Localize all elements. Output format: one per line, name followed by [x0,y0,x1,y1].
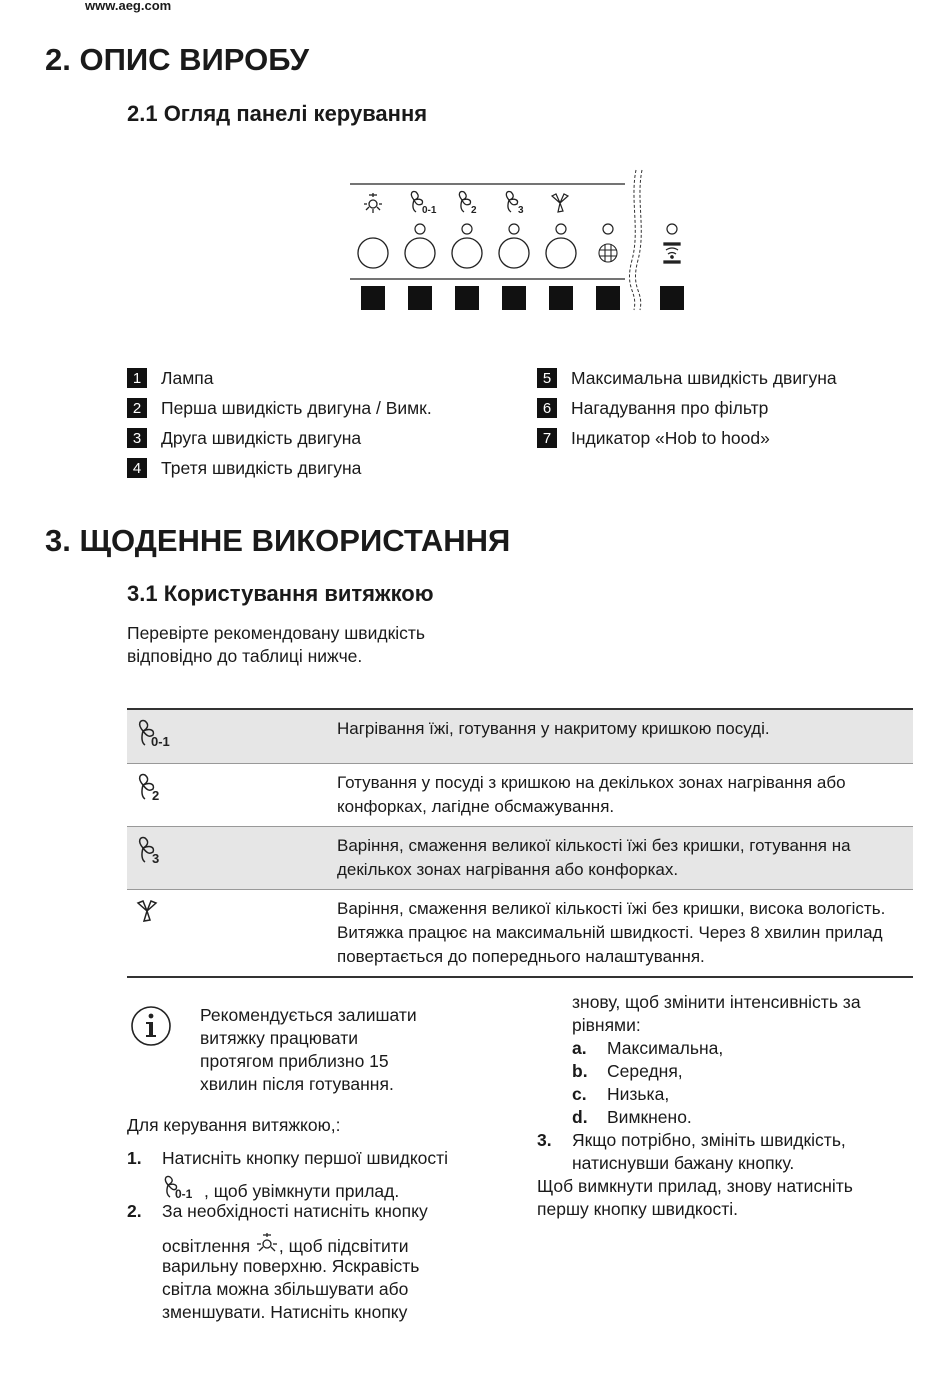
fan-max-icon [133,897,181,929]
indicator-light-4 [509,224,519,234]
marker-5 [549,286,573,310]
legend-number: 1 [127,368,147,388]
table-row [127,709,913,764]
table-cell-description: Готування у посуді з кришкою на декількох зонах нагрівання або конфорках, лагідне обсмажування. [337,773,846,816]
legend-number: 2 [127,398,147,418]
subsection-title-panel: 2.1 Огляд панелі керування [127,101,428,126]
step-2-line-2b: , щоб підсвітити [278,1236,409,1256]
step-2 [127,1200,527,1330]
step-1-line-1: Натисніть кнопку першої швидкості [162,1148,449,1168]
info-line-3: протягом приблизно 15 [200,1051,389,1071]
marker-2 [408,286,432,310]
legend-item [127,367,213,389]
sub-item-text: Низька, [607,1084,670,1104]
marker-6 [596,286,620,310]
legend-number: 5 [537,368,557,388]
step-number: 2. [127,1201,142,1221]
legend-number: 3 [127,428,147,448]
speed-icon-label: 2 [152,788,160,803]
panel-button-4[interactable] [499,238,529,268]
fan-speed-0-1-icon [411,191,437,216]
step-3-line-2: натиснувши бажану кнопку. [572,1153,795,1173]
sub-item-letter: b. [572,1061,588,1081]
legend-item [537,427,770,449]
legend-number: 4 [127,458,147,478]
marker-7 [660,286,684,310]
table-row [127,764,913,827]
step-1 [127,1147,527,1207]
table-cell-description: Варіння, смаження великої кількості їжі без кришки, висока вологість. Витяжка працює на максимальній швидкості. Через 8 хвилин прилад повертається до попереднього налаштування. [337,899,886,966]
fan-speed-0-1-icon [133,717,181,749]
sub-item-text: Максимальна, [607,1038,724,1058]
legend-number: 6 [537,398,557,418]
fan-speed-0-1-icon [162,1175,204,1201]
step-2-line-5: зменшувати. Натисніть кнопку [162,1302,408,1322]
end-line-1: Щоб вимкнути прилад, знову натисніть [537,1176,853,1196]
table-cell-description: Нагрівання їжі, готування у накритому кришкою посуді. [337,719,770,738]
legend-text: Індикатор «Hob to hood» [571,427,770,448]
legend-item [537,367,837,389]
instructions-lead: Для керування витяжкою,: [127,1115,341,1135]
speed-table [127,708,913,978]
step-number: 3. [537,1130,552,1150]
table-cell-icon [127,890,333,978]
step-2-line-4: світла можна збільшувати або [162,1279,409,1299]
fan-speed-2-icon [459,191,477,216]
sub-item [572,1083,872,1106]
indicator-light-7 [667,224,677,234]
lamp-icon [255,1232,279,1256]
sub-item [572,1060,872,1083]
legend-text: Лампа [161,367,214,388]
step-3 [537,1129,937,1175]
fan-max-icon [552,194,568,212]
marker-3 [455,286,479,310]
legend-text: Максимальна швидкість двигуна [571,367,837,388]
panel-button-3[interactable] [452,238,482,268]
table-cell-description: Варіння, смаження великої кількості їжі без кришки, готування на декількох зонах нагрівання або конфорках. [337,836,851,879]
svg-text:2: 2 [471,205,477,216]
lamp-icon [364,193,382,213]
section-title-description: 2. ОПИС ВИРОБУ [45,42,309,77]
subsection-title-hood-use: 3.1 Користування витяжкою [127,581,434,606]
info-line-1: Рекомендується залишати [200,1005,417,1025]
step-3-line-1: Якщо потрібно, змініть швидкість, [572,1130,846,1150]
speed-icon-label: 0-1 [151,734,170,749]
legend-item [127,427,361,449]
sub-item-text: Середня, [607,1061,683,1081]
info-line-2: витяжку працювати [200,1028,359,1048]
legend-item [127,457,361,479]
step-1-line-2-wrap [162,1175,399,1203]
hob-to-hood-icon [664,243,680,263]
legend-text: Друга швидкість двигуна [161,427,362,448]
step-1-line-2: , щоб увімкнути прилад. [204,1181,400,1201]
end-line-2: першу кнопку швидкості. [537,1199,739,1219]
legend-number: 7 [537,428,557,448]
section-title-daily-use: 3. ЩОДЕННЕ ВИКОРИСТАННЯ [45,523,511,558]
step-2-line-2a: освітлення [162,1236,251,1256]
svg-text:3: 3 [518,205,524,216]
panel-button-2[interactable] [405,238,435,268]
info-icon [129,1004,173,1048]
table-cell-icon [127,709,333,764]
sub-item-letter: a. [572,1038,587,1058]
speed-icon-label: 0-1 [175,1187,193,1201]
table-cell-icon [127,764,333,827]
indicator-light-5 [556,224,566,234]
legend-text: Третя швидкість двигуна [161,457,362,478]
indicator-light-2 [415,224,425,234]
step-2-cont-line-2: рівнями: [572,1015,641,1035]
legend-item [537,397,768,419]
info-line-4: хвилин після готування. [200,1074,394,1094]
step-2-line-3: варильну поверхню. Яскравість [162,1256,420,1276]
marker-4 [502,286,526,310]
legend-text: Нагадування про фільтр [571,397,769,418]
fan-speed-3-icon [133,834,181,866]
legend-text: Перша швидкість двигуна / Вимк. [161,397,432,418]
control-panel-diagram [340,160,700,320]
sub-item-letter: c. [572,1084,587,1104]
site-url: www.aeg.com [85,0,172,13]
table-cell-icon [127,827,333,890]
legend-item [127,397,432,419]
sub-item-text: Вимкнено. [607,1107,692,1127]
table-row [127,827,913,890]
speed-icon-label: 3 [152,851,160,866]
intro-line-1: Перевірте рекомендовану швидкість [127,623,426,643]
intro-line-2: відповідно до таблиці нижче. [127,646,363,666]
panel-button-5[interactable] [546,238,576,268]
indicator-light-3 [462,224,472,234]
panel-button-1[interactable] [358,238,388,268]
sub-item [572,1037,872,1060]
filter-grid-icon [599,244,617,262]
table-row [127,890,913,978]
sub-item [572,1106,872,1129]
step-2-cont-line-1: знову, щоб змінити інтенсивність за [572,992,861,1012]
step-2-line-1: За необхідності натисніть кнопку [162,1201,428,1221]
marker-1 [361,286,385,310]
fan-speed-2-icon [133,771,181,803]
sub-item-letter: d. [572,1107,588,1127]
indicator-light-6 [603,224,613,234]
fan-speed-3-icon [506,191,524,216]
svg-text:0-1: 0-1 [422,205,437,216]
step-number: 1. [127,1148,142,1168]
